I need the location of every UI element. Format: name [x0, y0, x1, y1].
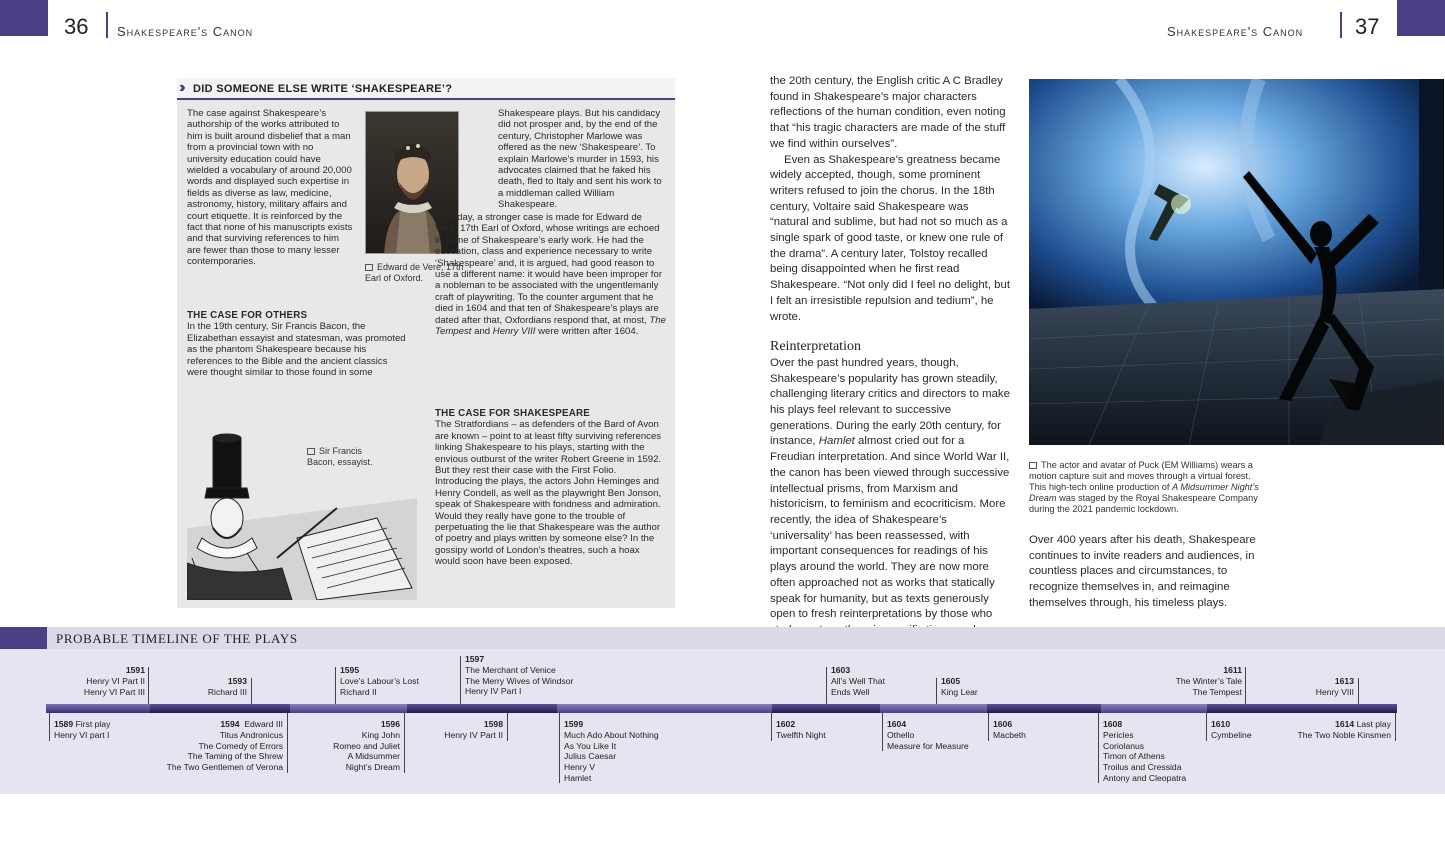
timeline-segment	[1207, 704, 1397, 713]
case-for-shakespeare-heading: THE CASE FOR SHAKESPEARE	[435, 408, 591, 419]
closing-paragraph: Over 400 years after his death, Shakespeare continues to invite readers and audiences, in countless places and circumstances, to recognize themselves in, and reimagine themselves through, his timeless plays.	[1029, 534, 1256, 609]
case-for-shakespeare-text: The Stratfordians – as defenders of the Bard of Avon are known – point to at least fifty surviving references linking Shakespeare to his plays, starting with the envious outburst of the writer Robert Greene in 1592. But they rest their case with the First Folio. Introducing the plays, the actors John Heminges and Henry Condell, as well as the playwright Ben Jonson, speak of Shakespeare with fondness and admiration. Would they really have gone to the trouble of perpetuating the lie that Shakespeare was the author of poetry and plays written by someone else? In the gossipy world of London’s theatres, such a hoax would soon have been exposed.	[435, 419, 662, 568]
timeline-tick	[882, 713, 883, 751]
timeline-tick	[1358, 678, 1359, 704]
reinterpretation-paragraph: Over the past hundred years, though, Shakespeare’s popularity has grown steadily, challenging literary critics and directors to make his plays feel relevant to successive generations. During the early 20th century, for instance, Hamlet almost cried out for a Freudian interpretation. And since World War II, the canon has been viewed through successive intellectual prisms, from Marxism and historicism, to feminism and ecocriticism. More recently, the idea of Shakespeare’s ‘universality’ has been reassessed, with important consequences for readings of his plays around the world. They are now more often approached not as works that statically speak for humanity, but as texts generously open to fresh reinterpretations by those who	[770, 356, 1010, 621]
right-running-title: Shakespeare's Canon	[1167, 24, 1304, 39]
timeline-event-1593: 1593 Richard III	[207, 676, 247, 697]
timeline-segment	[150, 704, 290, 713]
timeline-event-1604: 1604 Othello Measure for Measure	[887, 719, 969, 751]
bradley-paragraph: the 20th century, the English critic A C Bradley found in Shakespeare’s major characters reflections of the human condition, even noting that “his tragic characters are made of the stuff we find within ourselves”.	[770, 75, 1006, 150]
timeline-segment	[557, 704, 772, 713]
header-left-tab	[0, 0, 48, 36]
timeline-event-1598: 1598 Henry IV Part II	[444, 719, 503, 740]
timeline-event-1591: 1591 Henry VI Part II Henry VI Part III	[83, 665, 145, 697]
timeline-segment	[46, 704, 150, 713]
timeline-event-1611: 1611 The Winter’s Tale The Tempest	[1175, 665, 1242, 697]
double-chevron-icon: ››	[179, 79, 182, 96]
timeline-accent-tab	[0, 627, 47, 649]
timeline-event-1614: 1614 Last play The Two Noble Kinsmen	[1297, 719, 1391, 740]
header-right-tab	[1397, 0, 1445, 36]
timeline-segment	[772, 704, 880, 713]
timeline-tick	[771, 713, 772, 741]
left-page-number: 36	[64, 14, 89, 39]
timeline-event-1599: 1599 Much Ado About Nothing As You Like It Julius Caesar Henry V Hamlet	[564, 719, 659, 783]
timeline-tick	[1098, 713, 1099, 783]
timeline-tick	[1206, 713, 1207, 741]
timeline-tick	[148, 667, 149, 704]
feature-box-title-bar	[177, 78, 675, 100]
camera-icon	[307, 448, 315, 455]
timeline-tick	[404, 713, 405, 773]
case-for-others-heading: THE CASE FOR OTHERS	[187, 310, 308, 321]
col2-top-text: Shakespeare plays. But his candidacy did not prosper and, by the end of the century, Christopher Marlowe was offered as the new ‘Shakespeare’. To explain Marlowe’s murder in 1593, his advocates claimed that he faked his death, fled to Italy and sent his work to a middleman called William Shakespeare.	[498, 108, 662, 211]
timeline-tick	[826, 667, 827, 704]
timeline-tick	[251, 678, 252, 704]
timeline-tick	[49, 713, 50, 741]
francis-bacon-caption: Sir Francis Bacon, essayist.	[307, 446, 373, 467]
left-running-title: Shakespeare's Canon	[117, 24, 254, 39]
timeline-event-1613: 1613 Henry VIII	[1315, 676, 1354, 697]
timeline-event-1594: 1594 Edward III Titus Andronicus The Comedy of Errors The Taming of the Shrew The Two Gentlemen of Verona	[166, 719, 283, 773]
timeline-segment	[987, 704, 1101, 713]
timeline-segment	[407, 704, 557, 713]
right-page-number: 37	[1355, 14, 1380, 39]
case-for-others-text: In the 19th century, Sir Francis Bacon, the Elizabethan essayist and statesman, was promoted as the phantom Shakespeare because his references to the Bible and the ancient classics were thought similar to those found in some	[187, 321, 406, 379]
timeline-tick	[988, 713, 989, 741]
timeline-tick	[507, 713, 508, 741]
case-for-others-section	[187, 300, 409, 378]
timeline-event-1596: 1596 King John Romeo and Juliet A Midsummer Night’s Dream	[333, 719, 400, 773]
francis-bacon-engraving	[187, 418, 417, 600]
reinterpretation-heading: Reinterpretation	[770, 339, 861, 355]
feature-box-title: DID SOMEONE ELSE WRITE ‘SHAKESPEARE’?	[193, 83, 453, 95]
edward-de-vere-caption: Edward de Vere, 17th Earl of Oxford.	[365, 262, 464, 283]
timeline-tick	[1245, 667, 1246, 704]
header-left-rule	[106, 12, 108, 38]
critics-paragraph: Even as Shakespeare’s greatness became widely accepted, though, some prominent writers refused to join the chorus. In the 18th century, Voltaire said Shakespeare was “natural and sublime, but had not so much as a single spark of good taste, or knew one rule of the drama”. A century later, Tolstoy recalled being disappointed when he first read Shakespeare. “Not only did I feel no delight, but I felt an irresistible repulsion and tedium”, he wrote.	[770, 153, 1010, 323]
timeline-event-1606: 1606 Macbeth	[993, 719, 1026, 740]
middle-column	[770, 74, 1010, 654]
timeline-event-1605: 1605 King Lear	[941, 676, 978, 697]
timeline-event-1603: 1603 All’s Well That Ends Well	[831, 665, 885, 697]
timeline-tick	[335, 667, 336, 704]
timeline-tick	[287, 713, 288, 773]
timeline-title-bar	[0, 627, 1445, 649]
de-vere-paragraph: Today, a stronger case is made for Edward de Vere, 17th Earl of Oxford, whose writings are echoed in some of Shakespeare’s early work. He had the education, class and experience necessary to write ‘Shakespeare’ and, it is argued, had good reason to use a different name: it would have been improper for a nobleman to be associated with the ungentlemanly craft of playwriting. To the counter argument that he died in 1604 and that ten of Shakespeare’s plays are dated after that, Oxfordians respond that, at most, The Tempest and Henry VIII were written after 1604.	[435, 212, 666, 338]
timeline-event-1597: 1597 The Merchant of Venice The Merry Wives of Windsor Henry IV Part I	[465, 654, 574, 697]
timeline-tick	[559, 713, 560, 783]
timeline-event-1589: 1589 First play Henry VI part I	[54, 719, 111, 740]
camera-icon	[1029, 462, 1037, 469]
photo-caption: The actor and avatar of Puck (EM Williams) wears a motion capture suit and moves through a virtual forest. This high-tech online production of A Midsummer Night’s Dream was staged by the Royal Shakespeare Company during the 2021 pandemic lockdown.	[1029, 460, 1259, 514]
intro-paragraph: The case against Shakespeare’s authorship of the works attributed to him is built around disbelief that a man from a provincial town with no university education could have wielded a vocabulary of around 20,000 words and displayed such expertise in fields as diverse as law, medicine, astronomy, history, military affairs and court etiquette. It is reinforced by the fact that none of his manuscripts exists and that surviving references to him are fewer than those to many lesser contemporaries.	[187, 108, 353, 268]
timeline-tick	[936, 678, 937, 704]
timeline-event-1608: 1608 Pericles Coriolanus Timon of Athens Troilus and Cressida Antony and Cleopatra	[1103, 719, 1187, 783]
puck-performance-photo	[1029, 79, 1444, 445]
timeline-bar	[46, 704, 1397, 713]
timeline-segment	[1101, 704, 1207, 713]
timeline-tick	[1395, 713, 1396, 741]
timeline-event-1602: 1602 Twelfth Night	[776, 719, 826, 740]
case-for-shakespeare-section	[435, 398, 666, 568]
timeline-segment	[290, 704, 407, 713]
timeline-segment	[880, 704, 987, 713]
camera-icon	[365, 264, 373, 271]
timeline-tick	[460, 656, 461, 704]
timeline-title: PROBABLE TIMELINE OF THE PLAYS	[56, 631, 298, 646]
feature-box	[177, 78, 675, 608]
timeline-event-1595: 1595 Love’s Labour’s Lost Richard II	[340, 665, 419, 697]
timeline-event-1610: 1610 Cymbeline	[1211, 719, 1252, 740]
header-right-rule	[1340, 12, 1342, 38]
